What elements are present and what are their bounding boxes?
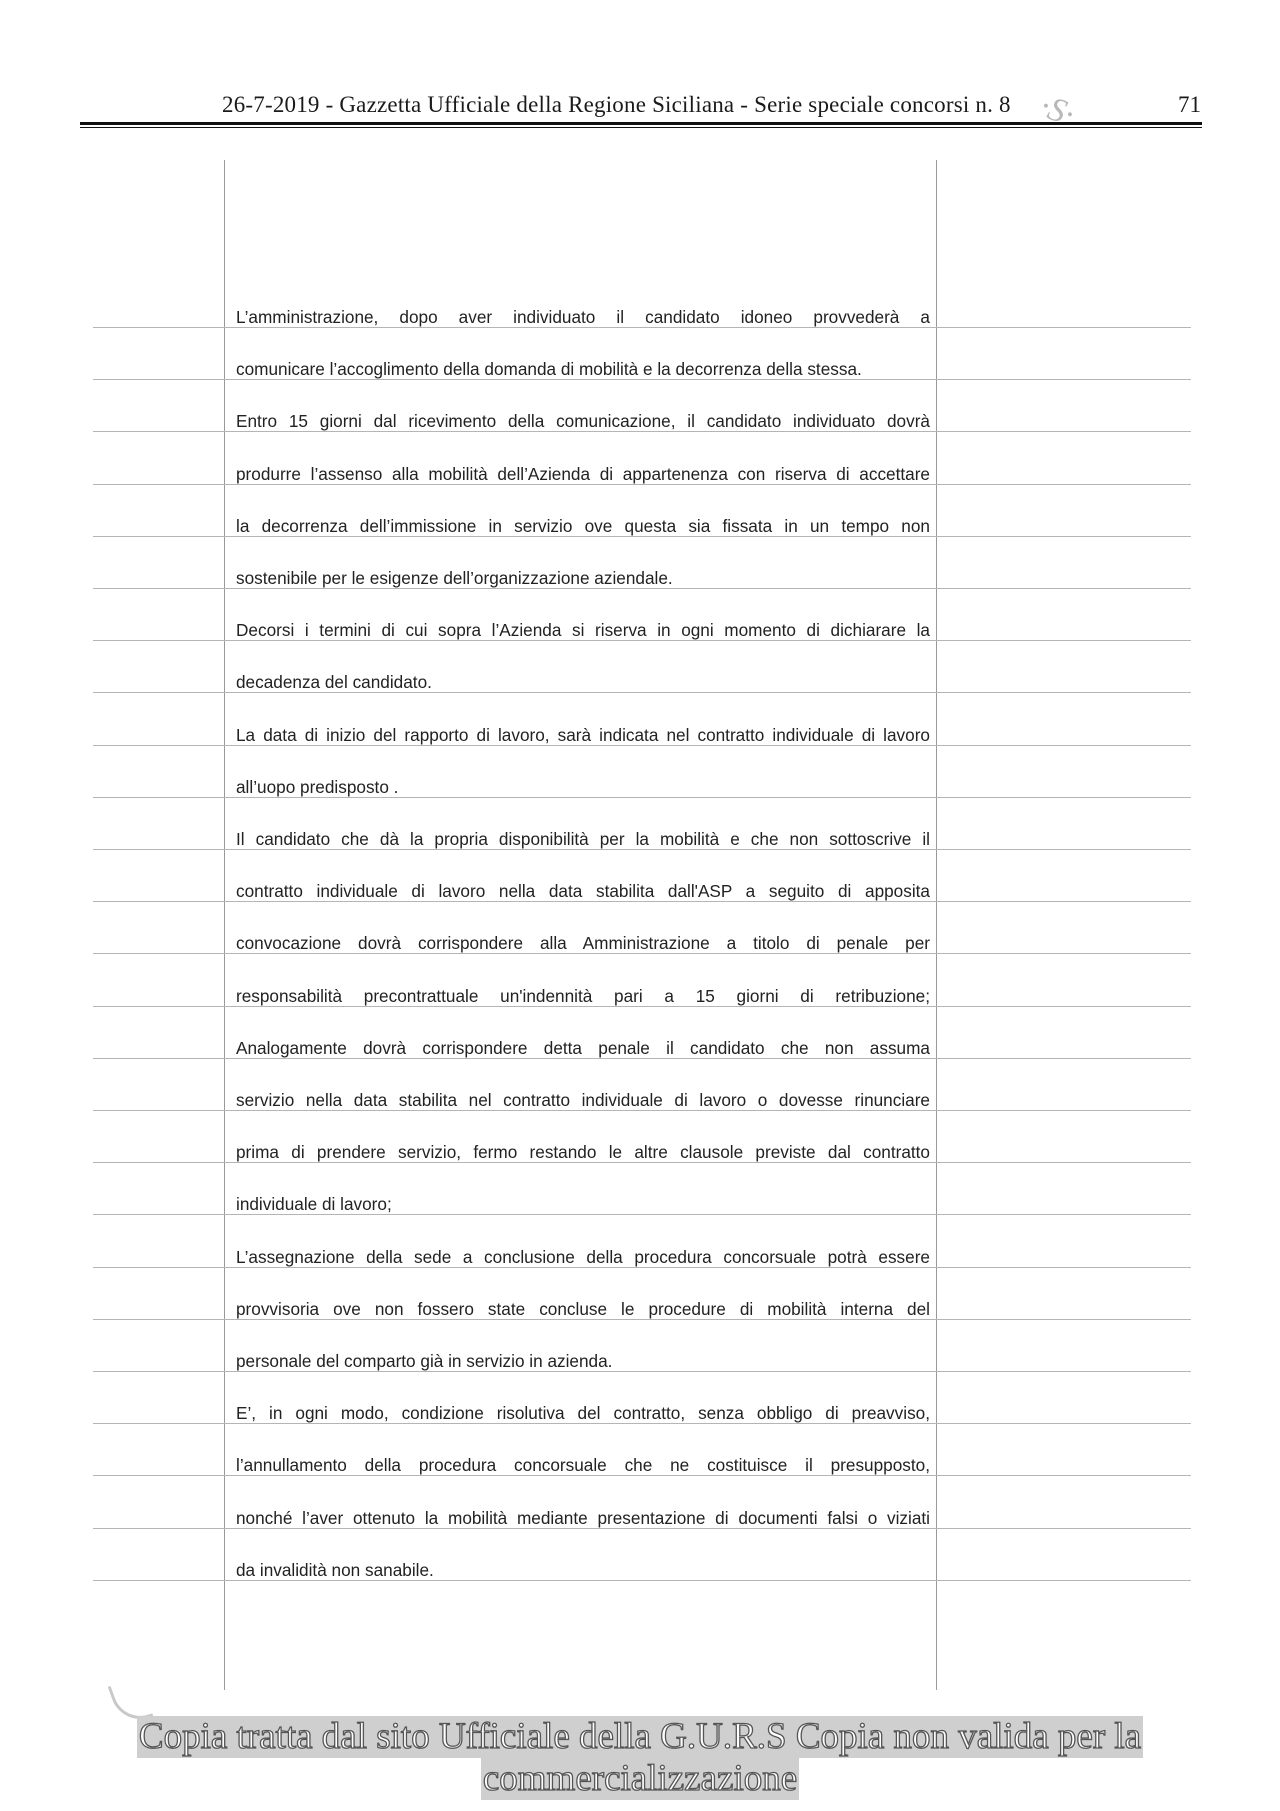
- watermark-line-1: Copia tratta dal sito Ufficiale della G.U.R.S Copia non valida per la: [138, 1716, 1142, 1757]
- body-line: comunicare l’accoglimento della domanda di mobilità e la decorrenza della stessa.: [236, 359, 862, 380]
- right-margin-line: [936, 160, 937, 1690]
- ruled-line: [93, 484, 1191, 485]
- body-line: individuale di lavoro;: [236, 1194, 392, 1215]
- ruled-line: [93, 1058, 1191, 1059]
- ruled-line: [93, 1580, 1191, 1581]
- body-line: provvisoria ove non fossero state concluse le procedure di mobilità interna del: [236, 1298, 930, 1319]
- body-line: nonché l’aver ottenuto la mobilità mediante presentazione di documenti falsi o viziati: [236, 1507, 930, 1528]
- body-line: decadenza del candidato.: [236, 672, 432, 693]
- ruled-line: [93, 1475, 1191, 1476]
- body-line: Analogamente dovrà corrispondere detta penale il candidato che non assuma: [236, 1037, 930, 1058]
- ruled-line: [93, 745, 1191, 746]
- ruled-line: [93, 1267, 1191, 1268]
- body-line: La data di inizio del rapporto di lavoro, sarà indicata nel contratto individuale di lavoro: [236, 724, 930, 745]
- body-line: E’, in ogni modo, condizione risolutiva del contratto, senza obbligo di preavviso,: [236, 1403, 930, 1424]
- ruled-line: [93, 379, 1191, 380]
- ruled-line: [93, 327, 1191, 328]
- left-margin-line: [224, 160, 225, 1690]
- stamp-mark-icon: ·S·: [1034, 87, 1080, 134]
- body-line: servizio nella data stabilita nel contratto individuale di lavoro o dovesse rinunciare: [236, 1090, 930, 1110]
- ruled-line: [93, 1214, 1191, 1215]
- ruled-line: [93, 692, 1191, 693]
- ruled-line: [93, 1319, 1191, 1320]
- body-line: la decorrenza dell’immissione in servizio ove questa sia fissata in un tempo non: [236, 515, 930, 536]
- body-line: Decorsi i termini di cui sopra l’Azienda si riserva in ogni momento di dichiarare la: [236, 620, 930, 641]
- ruled-line: [93, 1006, 1191, 1007]
- ruled-line: [93, 901, 1191, 902]
- body-line: prima di prendere servizio, fermo restando le altre clausole previste dal contratto: [236, 1142, 930, 1163]
- watermark: [0, 1716, 1280, 1800]
- ruled-line: [93, 797, 1191, 798]
- ruled-line: [93, 1110, 1191, 1111]
- header-rule-thin: [80, 127, 1202, 128]
- body-line: L’amministrazione, dopo aver individuato il candidato idoneo provvederà a: [236, 307, 930, 327]
- header-title: 26-7-2019 - Gazzetta Ufficiale della Regione Siciliana - Serie speciale concorsi n. 8: [222, 92, 1011, 117]
- body-line: all’uopo predisposto .: [236, 776, 399, 797]
- ruled-line: [93, 640, 1191, 641]
- body-line: sostenibile per le esigenze dell’organizzazione aziendale.: [236, 568, 673, 588]
- ruled-line: [93, 1371, 1191, 1372]
- page-number: 71: [1178, 92, 1201, 117]
- body-line: convocazione dovrà corrispondere alla Amministrazione a titolo di penale per: [236, 933, 930, 954]
- body-line: L’assegnazione della sede a conclusione della procedura concorsuale potrà essere: [236, 1246, 930, 1267]
- body-line: da invalidità non sanabile.: [236, 1559, 434, 1580]
- ruled-line: [93, 536, 1191, 537]
- ruled-line: [93, 1162, 1191, 1163]
- body-line: Entro 15 giorni dal ricevimento della comunicazione, il candidato individuato dovrà: [236, 411, 930, 432]
- ruled-line: [93, 588, 1191, 589]
- body-line: responsabilità precontrattuale un'indennità pari a 15 giorni di retribuzione;: [236, 985, 930, 1006]
- watermark-line-2: commercializzazione: [482, 1758, 798, 1799]
- ruled-line: [93, 431, 1191, 432]
- body-line: produrre l’assenso alla mobilità dell’Azienda di appartenenza con riserva di accettare: [236, 463, 930, 484]
- body-line: l’annullamento della procedura concorsuale che ne costituisce il presupposto,: [236, 1455, 930, 1476]
- ruled-line: [93, 849, 1191, 850]
- ruled-line: [93, 953, 1191, 954]
- body-line: contratto individuale di lavoro nella data stabilita dall'ASP a seguito di apposita: [236, 881, 930, 902]
- body-line: personale del comparto già in servizio in azienda.: [236, 1351, 613, 1371]
- body-line: Il candidato che dà la propria disponibilità per la mobilità e che non sottoscrive il: [236, 829, 930, 849]
- ruled-line: [93, 1423, 1191, 1424]
- ruled-line: [93, 1528, 1191, 1529]
